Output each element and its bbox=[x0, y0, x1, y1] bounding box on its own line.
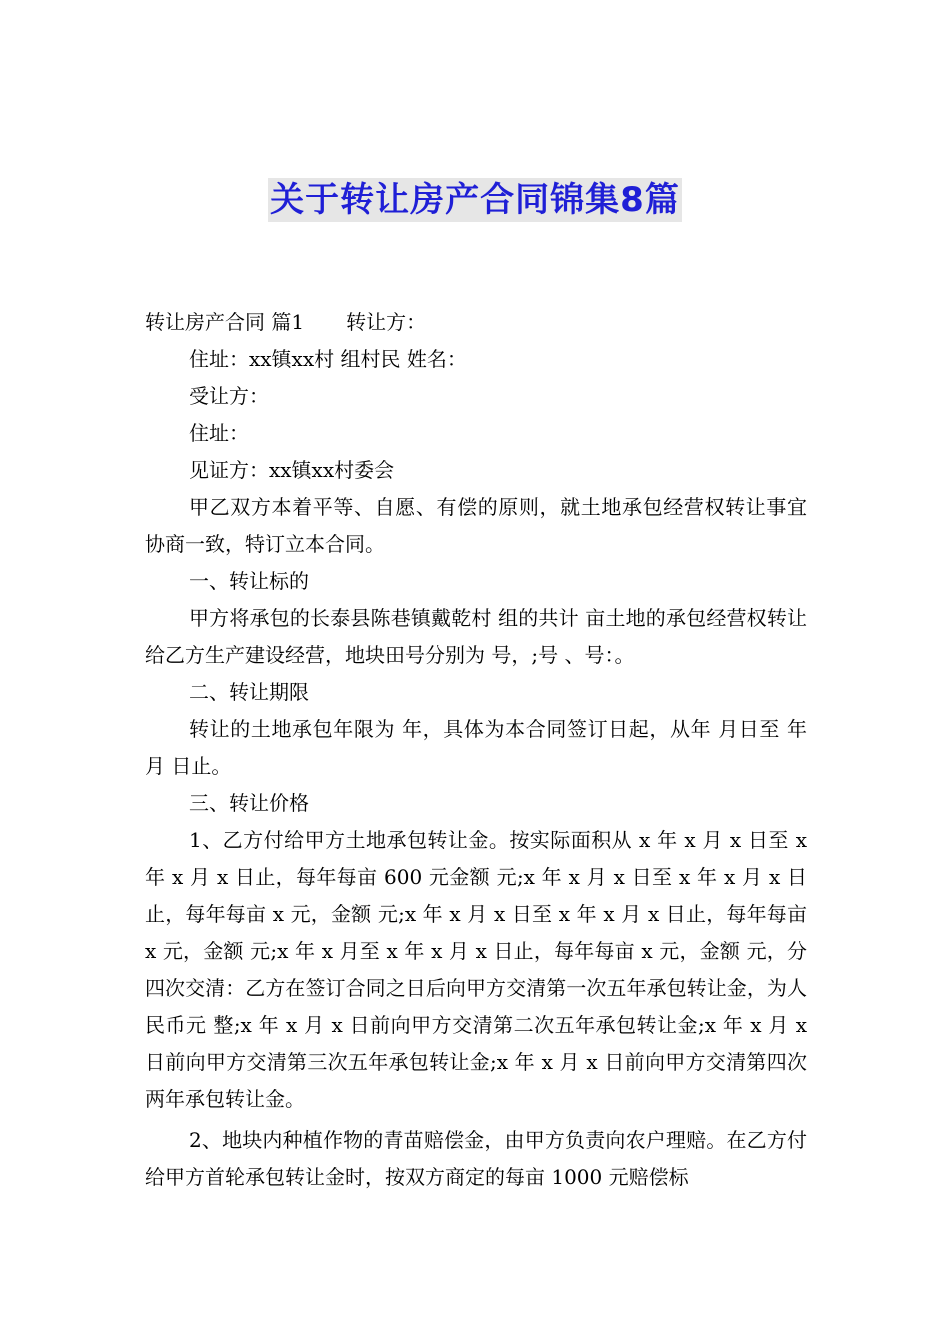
heading-price: 三、转让价格 bbox=[189, 791, 309, 815]
paragraph-intro: 甲乙双方本着平等、自愿、有偿的原则，就土地承包经营权转让事宜协商一致，特订立本合同。 bbox=[145, 495, 807, 556]
document-body bbox=[145, 304, 807, 1196]
paragraph-witness: 见证方：xx镇xx村委会 bbox=[189, 458, 395, 482]
paragraph-transferee: 受让方： bbox=[189, 384, 269, 408]
paragraph-price-2: 2、地块内种植作物的青苗赔偿金，由甲方负责向农户理赔。在乙方付给甲方首轮承包转让金时，按双方商定的每亩 1000 元赔偿标 bbox=[145, 1128, 807, 1189]
paragraph-subject: 甲方将承包的长泰县陈巷镇戴乾村 组的共计 亩土地的承包经营权转让给乙方生产建设经营，地块田号分别为 号，;号 、号：。 bbox=[145, 606, 807, 667]
transferor-label: 转让方： bbox=[346, 310, 427, 334]
contract-header-line bbox=[145, 304, 807, 341]
heading-subject: 一、转让标的 bbox=[189, 569, 309, 593]
document-title: 关于转让房产合同锦集8篇 bbox=[270, 180, 680, 220]
paragraph-price-1: 1、乙方付给甲方土地承包转让金。按实际面积从 x 年 x 月 x 日至 x 年 x 月 x 日止，每年每亩 600 元金额 元;x 年 x 月 x 日至 x 年 x 月 x 日止，每年每亩 x 元，金额 元;x 年 x 月 x 日至 x 年 x 月 x 日止，每年每亩 x 元，金额 元;x 年 x 月至 x 年 x 月 x 日止，每年每亩 x 元，金额 元，分四次交清：乙方在签订合同之日后向甲方交清第一次五年承包转让金，为人民币元 整;x 年 x 月 x 日前向甲方交清第二次五年承包转让金;x 年 x 月 x 日前向甲方交清第三次五年承包转让金;x 年 x 月 x 日前向甲方交清第四次两年承包转让金。 bbox=[145, 828, 807, 1111]
title-container bbox=[0, 178, 950, 222]
heading-term: 二、转让期限 bbox=[189, 680, 309, 704]
section-heading: 转让房产合同 篇1 bbox=[145, 310, 305, 334]
paragraph-address-1: 住址：xx镇xx村 组村民 姓名： bbox=[189, 347, 467, 371]
paragraph-address-2: 住址： bbox=[189, 421, 249, 445]
paragraph-term: 转让的土地承包年限为 年，具体为本合同签订日起，从年 月日至 年 月 日止。 bbox=[145, 717, 807, 778]
